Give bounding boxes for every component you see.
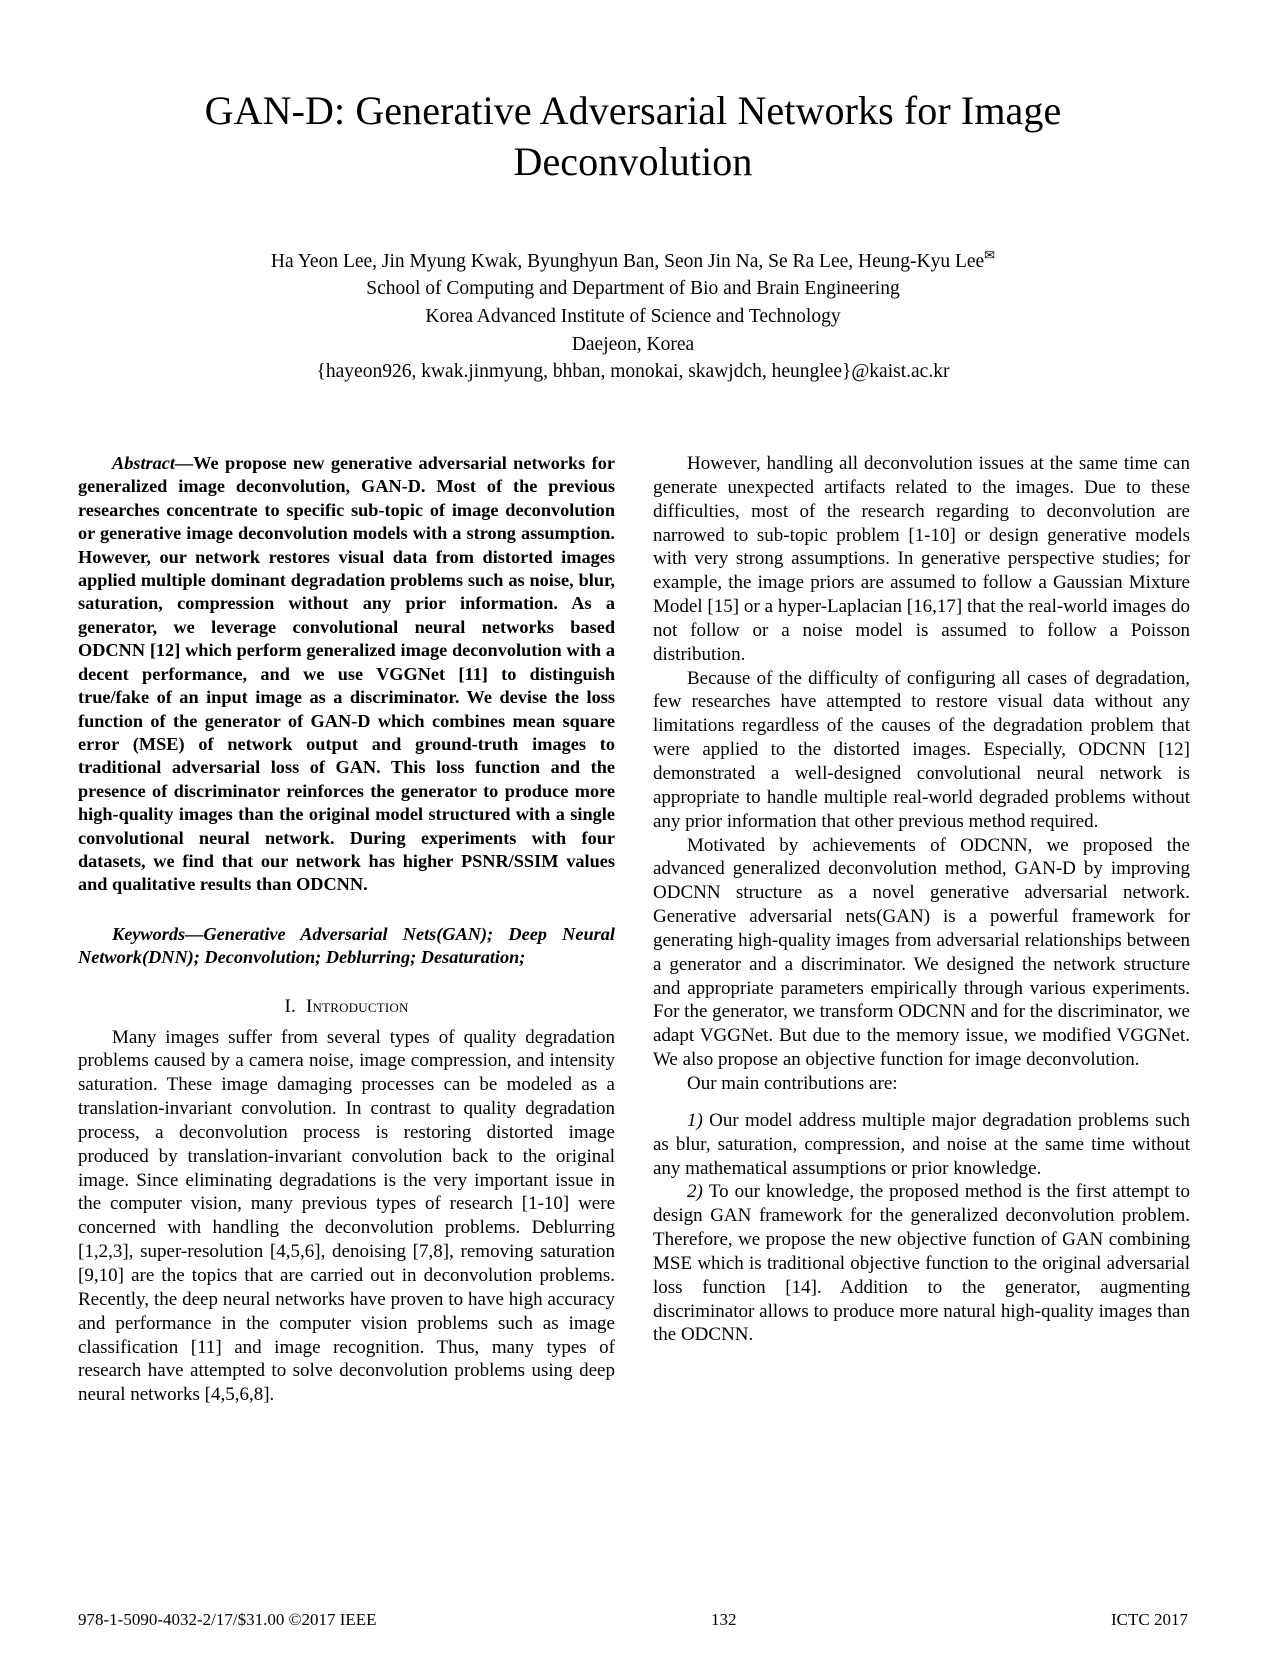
contribution-marker-2: 2) [687, 1181, 703, 1203]
envelope-icon: ✉ [984, 247, 996, 263]
abstract-label: Abstract [112, 453, 175, 474]
author-emails: {hayeon926, kwak.jinmyung, bhban, monokai, skawjdch, heunglee}@kaist.ac.kr [316, 361, 950, 383]
section-title: Introduction [305, 995, 409, 1017]
right-paragraph-1: However, handling all deconvolution issues at the same time can generate unexpected artifacts related to the images. Due to these difficulties, most of the research regarding to deconvolution are narrowed to sub-topic problem [1-10] or design generative models with very strong assumptions. In generative perspective studies; for example, the image priors are assumed to follow a Gaussian Mixture Model [15] or a hyper-Laplacian [16,17] that the real-world images do not follow or a noise model is assumed to follow a Poisson distribution. [653, 453, 1190, 665]
author-names-text: Ha Yeon Lee, Jin Myung Kwak, Byunghyun Ban, Seon Jin Na, Se Ra Lee, Heung-Kyu Lee [270, 250, 985, 272]
affiliation-line-1: School of Computing and Department of Bio and Brain Engineering [366, 278, 900, 300]
footer-isbn: 978-1-5090-4032-2/17/$31.00 ©2017 IEEE [78, 1610, 377, 1629]
right-paragraph-3: Motivated by achievements of ODCNN, we proposed the advanced generalized deconvolution method, GAN-D by improving ODCNN structure as a novel generative adversarial network. Generative adversarial nets(GAN) is a powerful framework for generating high-quality images from adversarial relationships between a generator and a discriminator. We designed the network structure and appropriate parameters empirically through various experiments. For the generator, we transform ODCNN and for the discriminator, we adapt VGGNet. But due to the memory issue, we modified VGGNet. We also propose an objective function for image deconvolution. [653, 834, 1190, 1071]
right-paragraph-4: Our main contributions are: [687, 1072, 898, 1094]
keywords-dash: — [185, 923, 204, 944]
intro-paragraph-1: Many images suffer from several types of quality degradation problems caused by a camera noise, image compression, and intensity saturation. These image damaging processes can be modeled as a translation-invariant convolution. In contrast to quality degradation process, a deconvolution process is restoring distorted image produced by translation-invariant convolution back to the original image. Since eliminating degradations is the very important issue in the computer vision, many previous types of research [1-10] were concerned with handling the deconvolution problems. Deblurring [1,2,3], super-resolution [4,5,6], denoising [7,8], removing saturation [9,10] are the topics that are carried out in deconvolution problems. Recently, the deep neural networks have proven to have high accuracy and performance in the computer vision problems such as image classification [11] and image recognition. Thus, many types of research have attempted to solve deconvolution problems using deep neural networks [4,5,6,8]. [78, 1026, 615, 1406]
section-numeral: I. [284, 995, 296, 1017]
contribution-text-2: To our knowledge, the proposed method is the first attempt to design GAN framework for the generalized deconvolution problem. Therefore, we propose the new objective function of GAN combining MSE which is traditional objective function to the original adversarial loss function [14]. Addition to the generator, augmenting discriminator allows to produce more natural high-quality images than the ODCNN. [653, 1181, 1190, 1346]
title-block [78, 0, 1188, 188]
left-column [78, 452, 615, 1407]
keywords-label: Keywords [112, 923, 186, 944]
keywords-paragraph [78, 923, 615, 970]
contribution-text-1: Our model address multiple major degradation problems such as blur, saturation, compression, and noise at the same time without any mathematical assumptions or prior knowledge. [653, 1109, 1191, 1179]
section-heading-introduction [78, 996, 615, 1018]
author-names [78, 248, 1188, 276]
right-column [653, 452, 1190, 1347]
affiliation-line-2: Korea Advanced Institute of Science and Technology [425, 305, 841, 327]
author-block [78, 248, 1188, 386]
footer-conference: ICTC 2017 [1111, 1610, 1188, 1629]
abstract-dash: — [174, 453, 194, 474]
keywords-text: Generative Adversarial Nets(GAN); Deep Neural Network(DNN); Deconvolution; Deblurring; Desaturation; [78, 923, 615, 968]
contribution-marker-1: 1) [687, 1109, 703, 1131]
page-footer [78, 1610, 1188, 1630]
page-title: GAN-D: Generative Adversarial Networks for Image Deconvolution [204, 88, 1062, 184]
contribution-item-2 [653, 1180, 1190, 1347]
affiliation-line-3: Daejeon, Korea [571, 333, 695, 355]
abstract-text: We propose new generative adversarial networks for generalized image deconvolution, GAN-D. Most of the previous researches concentrate to specific sub-topic of image deconvolution or generative image deconvolution models with a strong assumption. However, our network restores visual data from distorted images applied multiple dominant degradation problems such as noise, blur, saturation, compression without any prior information. As a generator, we leverage convolutional neural networks based ODCNN [12] which perform generalized image deconvolution with a decent performance, and we use VGGNet [11] to distinguish true/fake of an input image as a discriminator. We devise the loss function of the generator of GAN-D which combines mean square error (MSE) of network output and ground-truth images to traditional adversarial loss of GAN. This loss function and the presence of discriminator reinforces the generator to produce more high-quality images than the original model structured with a single convolutional neural network. During experiments with four datasets, we find that our network has higher PSNR/SSIM values and qualitative results than ODCNN. [78, 453, 615, 895]
footer-page-number: 132 [711, 1610, 737, 1629]
right-paragraph-2: Because of the difficulty of configuring all cases of degradation, few researches have attempted to restore visual data without any limitations regardless of the causes of the degradation problem that were applied to the distorted images. Especially, ODCNN [12] demonstrated a well-designed convolutional neural network is appropriate to handle multiple real-world degraded problems without any prior information that other previous method required. [653, 667, 1190, 832]
contribution-item-1 [653, 1109, 1190, 1181]
abstract-paragraph [78, 452, 615, 897]
body-columns [78, 452, 1191, 1407]
